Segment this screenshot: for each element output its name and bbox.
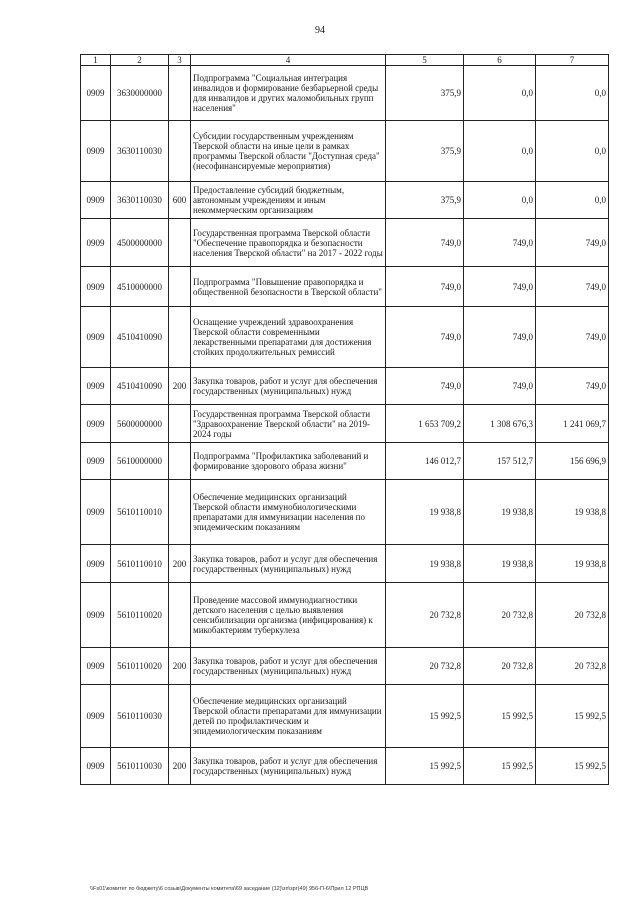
row-expense-type xyxy=(169,685,191,748)
row-section-code: 0909 xyxy=(81,267,111,307)
header-row xyxy=(81,55,609,66)
row-expense-type xyxy=(169,267,191,307)
row-amount-year-1: 20 732,8 xyxy=(386,648,464,685)
row-target-code: 5610110010 xyxy=(111,480,169,545)
row-amount-year-1: 749,0 xyxy=(386,368,464,405)
row-amount-year-1: 20 732,8 xyxy=(386,583,464,648)
row-description: Государственная программа Тверской области "Здравоохранение Тверской области" на 2019-2024 годы xyxy=(191,405,386,443)
row-expense-type: 600 xyxy=(169,182,191,219)
row-description: Закупка товаров, работ и услуг для обеспечения государственных (муниципальных) нужд xyxy=(191,368,386,405)
header-col-3: 3 xyxy=(169,55,191,66)
table-row xyxy=(81,182,609,219)
row-section-code: 0909 xyxy=(81,121,111,182)
row-amount-year-2: 749,0 xyxy=(464,219,536,267)
table-row xyxy=(81,748,609,785)
row-description: Государственная программа Тверской области "Обеспечение правопорядка и безопасности населения Тверской области" на 2017 - 2022 годы xyxy=(191,219,386,267)
row-section-code: 0909 xyxy=(81,182,111,219)
row-amount-year-1: 1 653 709,2 xyxy=(386,405,464,443)
row-description: Закупка товаров, работ и услуг для обеспечения государственных (муниципальных) нужд xyxy=(191,748,386,785)
footer-file-path: \\Fs01\комитет по бюджету\6 созыв\Документы комитета\69 заседание (12)\зп\зрг(49) 956-П-6\Прил 12 РПЦВ xyxy=(90,886,369,892)
row-amount-year-2: 1 308 676,3 xyxy=(464,405,536,443)
row-target-code: 4510410090 xyxy=(111,307,169,368)
row-amount-year-3: 0,0 xyxy=(536,182,609,219)
row-description: Оснащение учреждений здравоохранения Тверской области современными лекарственными препаратами для достижения стойких продолжительных ремиссий xyxy=(191,307,386,368)
row-amount-year-1: 15 992,5 xyxy=(386,748,464,785)
header-col-4: 4 xyxy=(191,55,386,66)
row-description: Обеспечение медицинских организаций Тверской области иммунобиологическими препаратами для иммунизации населения по эпидемическим показаниям xyxy=(191,480,386,545)
header-col-6: 6 xyxy=(464,55,536,66)
table-row xyxy=(81,267,609,307)
table-row xyxy=(81,66,609,121)
row-amount-year-1: 375,9 xyxy=(386,66,464,121)
row-expense-type xyxy=(169,480,191,545)
row-amount-year-3: 749,0 xyxy=(536,267,609,307)
row-expense-type xyxy=(169,443,191,480)
row-amount-year-1: 375,9 xyxy=(386,121,464,182)
row-amount-year-3: 749,0 xyxy=(536,368,609,405)
table-row xyxy=(81,405,609,443)
table-row xyxy=(81,685,609,748)
row-expense-type xyxy=(169,66,191,121)
row-section-code: 0909 xyxy=(81,545,111,583)
row-target-code: 5610110020 xyxy=(111,583,169,648)
row-description: Обеспечение медицинских организаций Тверской области препаратами для иммунизации детей по профилактическим и эпидемиологическим показаниям xyxy=(191,685,386,748)
header-col-5: 5 xyxy=(386,55,464,66)
row-expense-type xyxy=(169,121,191,182)
row-section-code: 0909 xyxy=(81,443,111,480)
row-amount-year-2: 15 992,5 xyxy=(464,748,536,785)
table-row xyxy=(81,480,609,545)
row-target-code: 5610110010 xyxy=(111,545,169,583)
row-description: Субсидии государственным учреждениям Тверской области на иные цели в рамках программы Тверской области "Доступная среда" (несофинансируемые мероприятия) xyxy=(191,121,386,182)
row-amount-year-2: 749,0 xyxy=(464,307,536,368)
row-amount-year-2: 749,0 xyxy=(464,368,536,405)
row-amount-year-3: 0,0 xyxy=(536,66,609,121)
row-expense-type: 200 xyxy=(169,368,191,405)
row-section-code: 0909 xyxy=(81,583,111,648)
table-row xyxy=(81,121,609,182)
row-section-code: 0909 xyxy=(81,405,111,443)
row-amount-year-2: 19 938,8 xyxy=(464,545,536,583)
row-expense-type xyxy=(169,405,191,443)
row-description: Закупка товаров, работ и услуг для обеспечения государственных (муниципальных) нужд xyxy=(191,648,386,685)
row-amount-year-3: 749,0 xyxy=(536,307,609,368)
header-col-7: 7 xyxy=(536,55,609,66)
row-amount-year-2: 19 938,8 xyxy=(464,480,536,545)
row-target-code: 5600000000 xyxy=(111,405,169,443)
row-expense-type xyxy=(169,307,191,368)
table-row xyxy=(81,545,609,583)
row-section-code: 0909 xyxy=(81,648,111,685)
row-amount-year-1: 749,0 xyxy=(386,307,464,368)
row-amount-year-3: 15 992,5 xyxy=(536,748,609,785)
row-description: Подпрограмма "Профилактика заболеваний и формирование здорового образа жизни" xyxy=(191,443,386,480)
row-target-code: 3630110030 xyxy=(111,121,169,182)
table-row xyxy=(81,368,609,405)
row-amount-year-2: 20 732,8 xyxy=(464,583,536,648)
row-amount-year-3: 0,0 xyxy=(536,121,609,182)
header-col-1: 1 xyxy=(81,55,111,66)
row-section-code: 0909 xyxy=(81,368,111,405)
row-amount-year-1: 15 992,5 xyxy=(386,685,464,748)
row-expense-type: 200 xyxy=(169,648,191,685)
row-description: Подпрограмма "Социальная интеграция инвалидов и формирование безбарьерной среды для инвалидов и других маломобильных групп населения" xyxy=(191,66,386,121)
row-amount-year-2: 157 512,7 xyxy=(464,443,536,480)
row-amount-year-2: 15 992,5 xyxy=(464,685,536,748)
row-amount-year-2: 0,0 xyxy=(464,66,536,121)
row-description: Проведение массовой иммунодиагностики детского населения с целью выявления сенсибилизации организма (инфицирования) к микобактериям туберкулеза xyxy=(191,583,386,648)
row-description: Предоставление субсидий бюджетным, автономным учреждениям и иным некоммерческим организациям xyxy=(191,182,386,219)
row-target-code: 4510000000 xyxy=(111,267,169,307)
header-col-2: 2 xyxy=(111,55,169,66)
row-target-code: 3630000000 xyxy=(111,66,169,121)
row-amount-year-1: 749,0 xyxy=(386,267,464,307)
row-section-code: 0909 xyxy=(81,307,111,368)
row-target-code: 4510410090 xyxy=(111,368,169,405)
row-amount-year-3: 19 938,8 xyxy=(536,545,609,583)
row-section-code: 0909 xyxy=(81,748,111,785)
table-row xyxy=(81,307,609,368)
row-amount-year-1: 146 012,7 xyxy=(386,443,464,480)
row-amount-year-2: 0,0 xyxy=(464,182,536,219)
row-target-code: 3630110030 xyxy=(111,182,169,219)
budget-table xyxy=(80,54,609,785)
row-amount-year-2: 20 732,8 xyxy=(464,648,536,685)
row-amount-year-1: 749,0 xyxy=(386,219,464,267)
row-amount-year-2: 0,0 xyxy=(464,121,536,182)
row-description: Закупка товаров, работ и услуг для обеспечения государственных (муниципальных) нужд xyxy=(191,545,386,583)
page-number: 94 xyxy=(315,25,325,36)
row-section-code: 0909 xyxy=(81,66,111,121)
row-amount-year-3: 1 241 069,7 xyxy=(536,405,609,443)
row-target-code: 5610110030 xyxy=(111,748,169,785)
row-amount-year-3: 20 732,8 xyxy=(536,583,609,648)
row-amount-year-3: 749,0 xyxy=(536,219,609,267)
row-target-code: 5610110020 xyxy=(111,648,169,685)
table-row xyxy=(81,443,609,480)
row-amount-year-3: 20 732,8 xyxy=(536,648,609,685)
table-row xyxy=(81,219,609,267)
row-amount-year-1: 19 938,8 xyxy=(386,480,464,545)
row-target-code: 4500000000 xyxy=(111,219,169,267)
row-target-code: 5610000000 xyxy=(111,443,169,480)
row-section-code: 0909 xyxy=(81,219,111,267)
row-amount-year-2: 749,0 xyxy=(464,267,536,307)
row-amount-year-3: 15 992,5 xyxy=(536,685,609,748)
row-amount-year-1: 375,9 xyxy=(386,182,464,219)
row-expense-type xyxy=(169,583,191,648)
table-row xyxy=(81,648,609,685)
row-amount-year-1: 19 938,8 xyxy=(386,545,464,583)
table-row xyxy=(81,583,609,648)
row-amount-year-3: 156 696,9 xyxy=(536,443,609,480)
row-target-code: 5610110030 xyxy=(111,685,169,748)
row-section-code: 0909 xyxy=(81,480,111,545)
row-expense-type xyxy=(169,219,191,267)
row-expense-type: 200 xyxy=(169,545,191,583)
row-section-code: 0909 xyxy=(81,685,111,748)
row-expense-type: 200 xyxy=(169,748,191,785)
row-amount-year-3: 19 938,8 xyxy=(536,480,609,545)
row-description: Подпрограмма "Повышение правопорядка и общественной безопасности в Тверской области" xyxy=(191,267,386,307)
